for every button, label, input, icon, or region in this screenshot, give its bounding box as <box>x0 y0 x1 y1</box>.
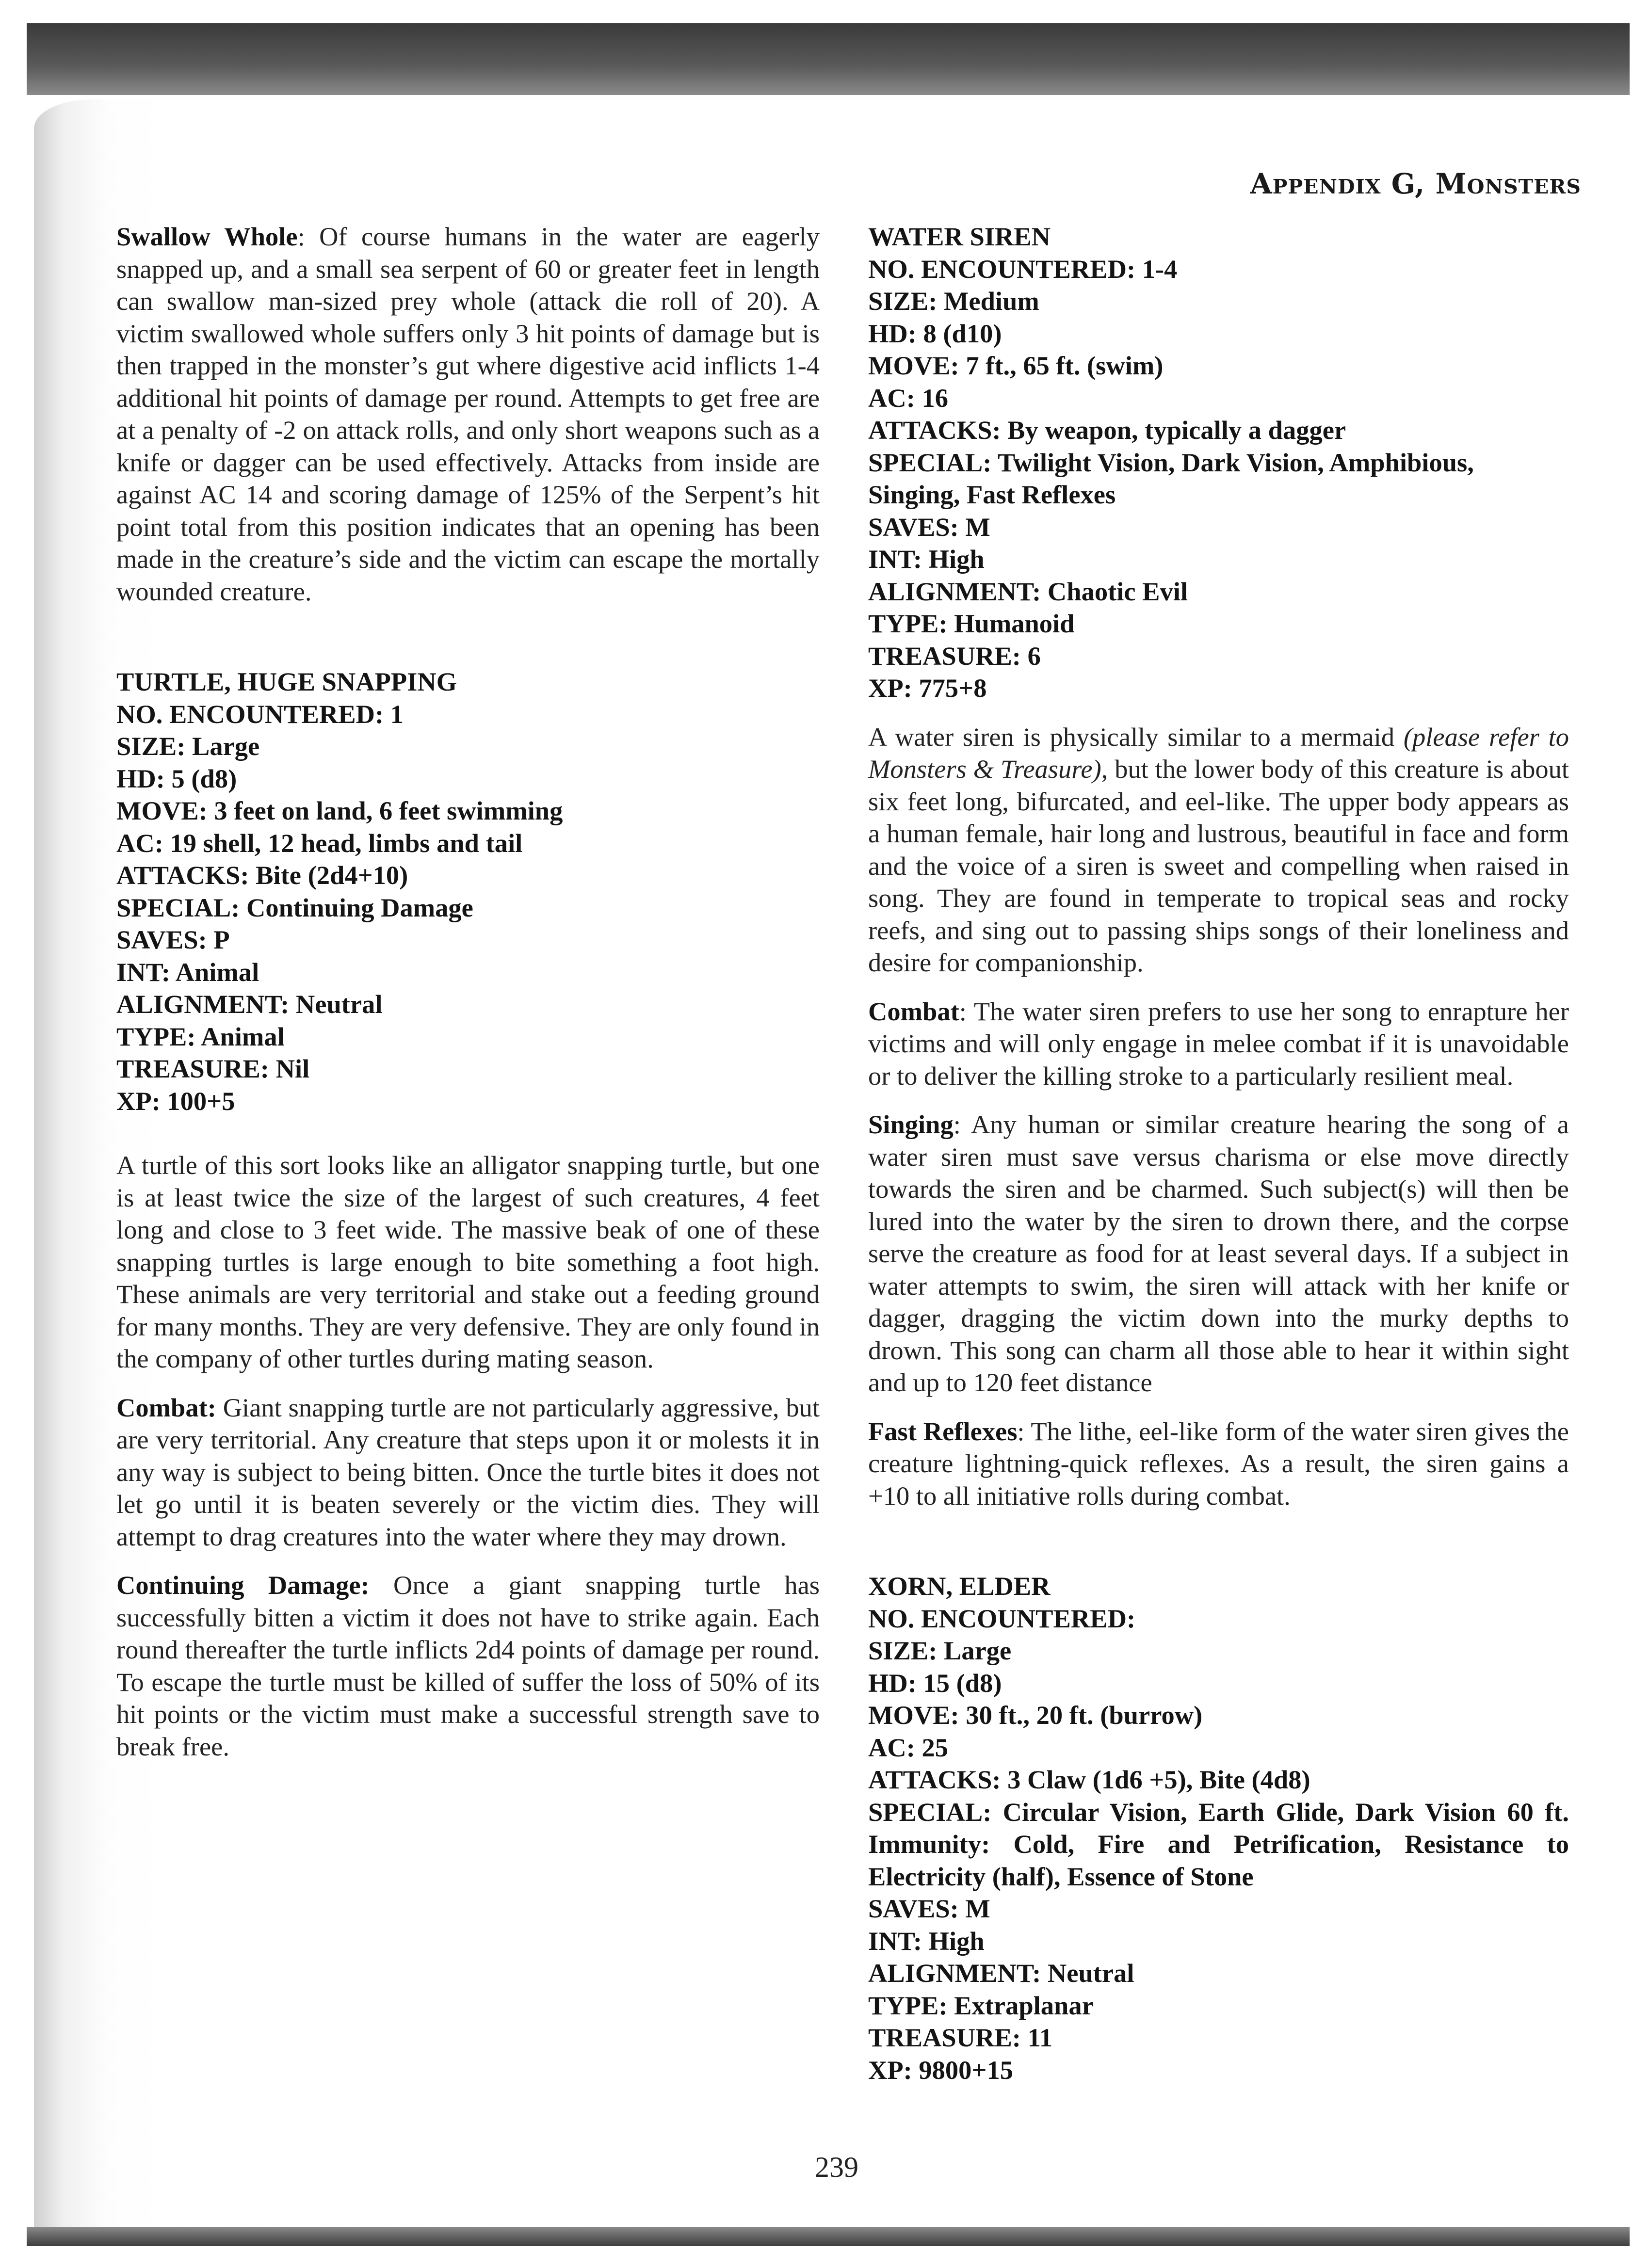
siren-combat-label: Combat <box>868 996 959 1026</box>
turtle-stat-block <box>116 666 820 1117</box>
siren-combat-paragraph <box>868 996 1569 1093</box>
turtle-continuing-text: Once a giant snapping turtle has successfully bitten a victim it does not have to strike again. Each round thereafter the turtle inflicts 2d4 points of damage per round. To escape the turtle must be killed of suffer the loss of 50% of its hit points or the victim must make a successful strength save to break free. <box>116 1570 820 1761</box>
xorn-stat-line: XP: 9800+15 <box>868 2055 1013 2085</box>
siren-singing-paragraph <box>868 1109 1569 1399</box>
siren-stat-line: MOVE: 7 ft., 65 ft. (swim) <box>868 351 1164 380</box>
xorn-stat-line: MOVE: 30 ft., 20 ft. (burrow) <box>868 1700 1203 1730</box>
scanner-edge-bottom <box>27 2227 1630 2246</box>
siren-combat-text: : The water siren prefers to use her song to enrapture her victims and will only engage in melee combat if it is unavoidable or to deliver the killing stroke to a particularly resilient meal. <box>868 996 1569 1091</box>
turtle-stat-line: MOVE: 3 feet on land, 6 feet swimming <box>116 796 563 825</box>
siren-name: WATER SIREN <box>868 222 1051 251</box>
turtle-stat-line: TREASURE: Nil <box>116 1054 310 1083</box>
turtle-stat-line: INT: Animal <box>116 957 259 987</box>
turtle-stat-line: SAVES: P <box>116 925 230 954</box>
xorn-stat-line: ALIGNMENT: Neutral <box>868 1958 1134 1988</box>
siren-stat-line: TREASURE: 6 <box>868 641 1041 671</box>
running-header: Appendix G, Monsters <box>1250 167 1581 200</box>
turtle-stat-line: AC: 19 shell, 12 head, limbs and tail <box>116 828 523 858</box>
xorn-stat-line: INT: High <box>868 1926 985 1956</box>
siren-stat-line: NO. ENCOUNTERED: 1-4 <box>868 254 1178 284</box>
siren-stat-line: XP: 775+8 <box>868 673 987 703</box>
siren-stat-block <box>868 221 1569 705</box>
turtle-stat-line: XP: 100+5 <box>116 1086 235 1116</box>
siren-description <box>868 721 1569 979</box>
siren-singing-label: Singing <box>868 1110 954 1139</box>
siren-special-line: SPECIAL: Twilight Vision, Dark Vision, Amphibious, Singing, Fast Reflexes <box>868 447 1474 509</box>
siren-stat-line: ATTACKS: By weapon, typically a dagger <box>868 415 1346 445</box>
turtle-stat-line: NO. ENCOUNTERED: 1 <box>116 699 404 729</box>
turtle-stat-line: SPECIAL: Continuing Damage <box>116 892 473 922</box>
xorn-stat-block <box>868 1570 1569 2086</box>
turtle-description: A turtle of this sort looks like an alligator snapping turtle, but one is at least twice the size of the largest of such creatures, 4 feet long and close to 3 feet wide. The massive beak of one of these snapping turtles is large enough to bite something a foot high. These animals are very territorial and stake out a feeding ground for many months. They are very defensive. They are only found in the company of other turtles during mating season. <box>116 1150 820 1373</box>
turtle-combat-text: Giant snapping turtle are not particularly aggressive, but are very territorial. Any creature that steps upon it or molests it in any way is subject to being bitten. Once the turtle bites it does not let go until it is beaten severely or the victim dies. They will attempt to drag creatures into the water where they may drown. <box>116 1392 820 1551</box>
scanner-edge-top <box>27 23 1630 95</box>
turtle-stat-line: TYPE: Animal <box>116 1021 285 1051</box>
swallow-whole-paragraph <box>116 221 820 608</box>
turtle-combat-label: Combat: <box>116 1392 216 1422</box>
siren-reflexes-paragraph <box>868 1415 1569 1512</box>
siren-reflexes-label: Fast Reflexes <box>868 1416 1018 1446</box>
xorn-stat-line: HD: 15 (d8) <box>868 1668 1002 1698</box>
xorn-stat-line: NO. ENCOUNTERED: <box>868 1603 1136 1633</box>
siren-reflexes-text: : The lithe, eel-like form of the water siren gives the creature lightning-quick reflexes. As a result, the siren gains a +10 to all initiative rolls during combat. <box>868 1416 1569 1511</box>
turtle-name: TURTLE, HUGE SNAPPING <box>116 667 457 696</box>
xorn-name: XORN, ELDER <box>868 1571 1051 1601</box>
turtle-continuing-label: Continuing Damage: <box>116 1570 370 1600</box>
turtle-stat-line: HD: 5 (d8) <box>116 763 237 793</box>
siren-desc-start: A water siren is physically similar to a mermaid <box>868 722 1404 752</box>
turtle-stat-line: SIZE: Large <box>116 731 260 761</box>
xorn-stat-line: SIZE: Large <box>868 1636 1012 1665</box>
siren-stat-line: TYPE: Humanoid <box>868 609 1075 638</box>
siren-stat-line: SIZE: Medium <box>868 286 1039 316</box>
xorn-stat-line: AC: 25 <box>868 1732 948 1762</box>
siren-desc-reference: (please refer to Monsters & Treasure) <box>868 722 1569 784</box>
xorn-special-line: SPECIAL: Circular Vision, Earth Glide, Dark Vision 60 ft. Immunity: Cold, Fire and Petrification, Resistance to Electricity (half), Essence of Stone <box>868 1797 1569 1891</box>
siren-stat-line: ALIGNMENT: Chaotic Evil <box>868 576 1188 606</box>
siren-stat-line: HD: 8 (d10) <box>868 318 1002 348</box>
siren-singing-text: : Any human or similar creature hearing the song of a water siren must save versus charisma or else move directly towards the siren and be charmed. Such subject(s) will then be lured into the water by the siren to drown there, and the corpse serve the creature as food for at least several days. If a subject in water attempts to swim, the siren will attack with her knife or dagger, dragging the victim down into the murky depths to drown. This song can charm all those able to hear it within sight and up to 120 feet distance <box>868 1110 1569 1397</box>
right-column <box>868 221 1569 2086</box>
turtle-stat-line: ALIGNMENT: Neutral <box>116 989 383 1019</box>
xorn-stat-line: SAVES: M <box>868 1894 990 1923</box>
left-column <box>116 221 820 1763</box>
turtle-stat-line: ATTACKS: Bite (2d4+10) <box>116 860 408 890</box>
siren-stat-line: AC: 16 <box>868 383 948 413</box>
siren-stat-line: SAVES: M <box>868 512 990 542</box>
swallow-whole-text: : Of course humans in the water are eagerly snapped up, and a small sea serpent of 60 or greater feet in length can swallow man-sized prey whole (attack die roll of 20). A victim swallowed whole suffers only 3 hit points of damage but is then trapped in the monster’s gut where digestive acid inflicts 1-4 additional hit points of damage per round. Attempts to get free are at a penalty of -2 on attack rolls, and only short weapons such as a knife or dagger can be used effectively. Attacks from inside are against AC 14 and scoring damage of 125% of the Serpent’s hit point total from this position indicates that an opening has been made in the creature’s side and the victim can escape the mortally wounded creature. <box>116 222 820 606</box>
turtle-continuing-paragraph <box>116 1569 820 1763</box>
xorn-stat-line: ATTACKS: 3 Claw (1d6 +5), Bite (4d8) <box>868 1765 1310 1794</box>
xorn-stat-line: TYPE: Extraplanar <box>868 1990 1094 2020</box>
siren-stat-line: INT: High <box>868 544 985 574</box>
xorn-stat-line: TREASURE: 11 <box>868 2023 1053 2052</box>
page-number: 239 <box>815 2151 858 2183</box>
swallow-whole-label: Swallow Whole <box>116 222 298 251</box>
siren-desc-end: , but the lower body of this creature is about six feet long, bifurcated, and eel-like. The upper body appears as a human female, hair long and lustrous, beautiful in face and form and the voice of a siren is sweet and compelling when raised in song. They are found in temperate to tropical seas and rocky reefs, and sing out to passing ships songs of their loneliness and desire for companionship. <box>868 754 1569 977</box>
turtle-combat-paragraph <box>116 1392 820 1553</box>
